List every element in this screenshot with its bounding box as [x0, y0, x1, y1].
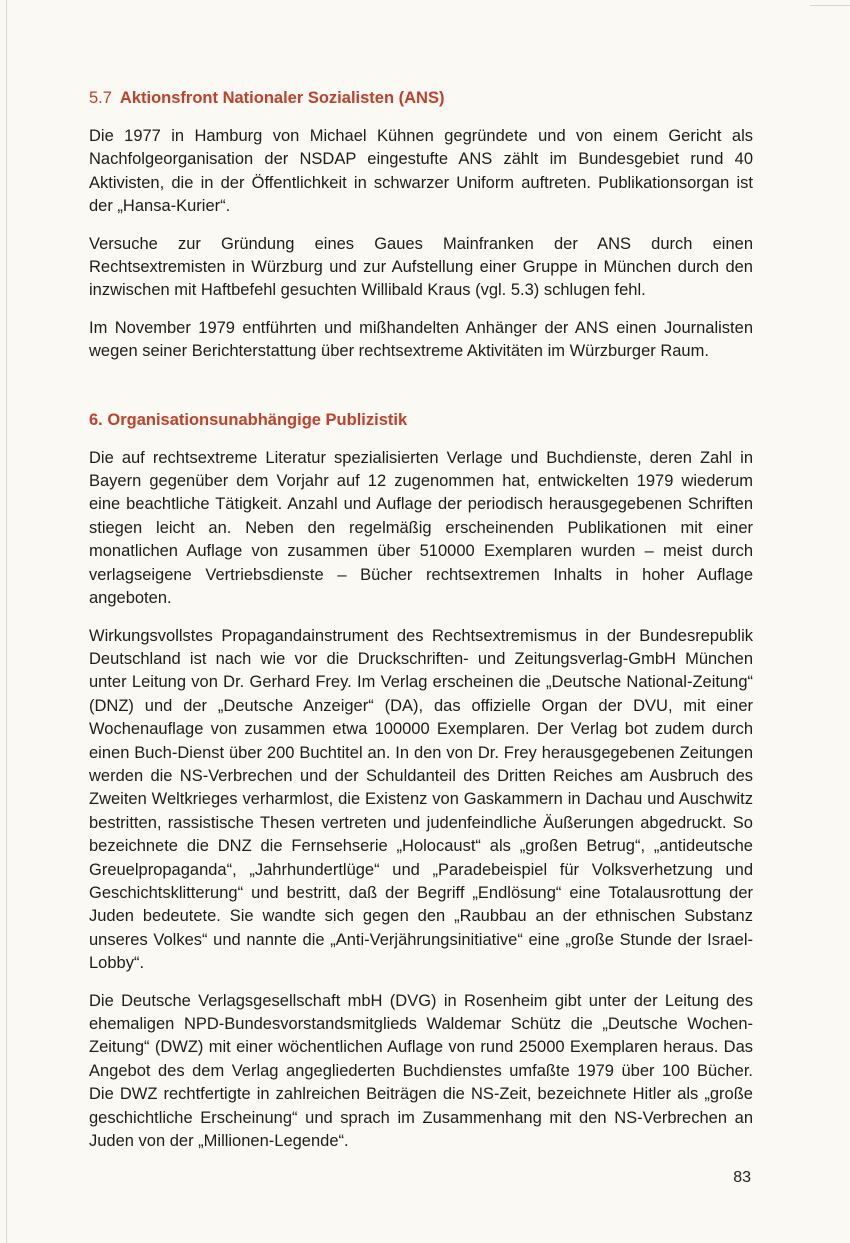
- section-title: Organisationsunabhängige Publizistik: [107, 410, 408, 429]
- paragraph: Wirkungsvollstes Propagandainstrument des Rechtsextremismus in der Bundesrepublik Deutschland ist nach wie vor die Druckschriften- und Zeitungsverlag-GmbH München unter Leitung von Dr. Gerhard Frey. Im Verlag erscheinen die „Deutsche National-Zeitung“ (DNZ) und der „Deutsche Anzeiger“ (DA), das offizielle Organ der DVU, mit einer Wochenauflage von zusammen etwa 100000 Exemplaren. Der Verlag bot zudem durch einen Buch-Dienst über 200 Buchtitel an. In den von Dr. Frey herausgegebenen Zeitungen werden die NS-Verbrechen und der Schuldanteil des Dritten Reiches am Ausbruch des Zweiten Weltkrieges verharmlost, die Existenz von Gaskammern in Dachau und Auschwitz bestritten, rassistische Thesen vertreten und judenfeindliche Äußerungen abgedruckt. So bezeichnete die DNZ die Fernsehserie „Holocaust“ als „großen Betrug“, „antideutsche Greuelpropaganda“, „Jahrhundertlüge“ und „Paradebeispiel für Volksverhetzung und Geschichtsklitterung“ und bestritt, daß der Begriff „Endlösung“ eine Totalausrottung der Juden bedeutete. Sie wandte sich gegen den „Raubbau an der ethnischen Substanz unseres Volkes“ und nannte die „Anti-Verjährungsinitiative“ eine „große Stunde der Israel-Lobby“.: [89, 626, 753, 973]
- paragraph: Die auf rechtsextreme Literatur spezialisierten Verlage und Buchdienste, deren Zahl in Bayern gegenüber dem Vorjahr auf 12 zugenommen hat, entwickelten 1979 wiederum eine beachtliche Tätigkeit. Anzahl und Auflage der periodisch herausgegebenen Schriften stiegen leicht an. Neben den regelmäßig erscheinenden Publikationen mit einer monatlichen Auflage von zusammen über 510000 Exemplaren wurden – meist durch verlagseigene Vertriebsdienste – Bücher rechtsextremen Inhalts in hoher Auflage angeboten.: [89, 448, 753, 608]
- paragraph: Die Deutsche Verlagsgesellschaft mbH (DVG) in Rosenheim gibt unter der Leitung des ehemaligen NPD-Bundesvorstandsmitglieds Waldemar Schütz die „Deutsche Wochen-Zeitung“ (DWZ) mit einer wöchentlichen Auflage von rund 25000 Exemplaren heraus. Das Angebot des dem Verlag angegliederten Buchdienstes umfaßte 1979 über 100 Bücher. Die DWZ rechtfertigte in zahlreichen Beiträgen die NS-Zeit, bezeichnete Hitler als „große geschichtliche Erscheinung“ und sprach im Zusammenhang mit den NS-Verbrechen an Juden von der „Millionen-Legende“.: [89, 991, 753, 1151]
- section-heading-5-7: [89, 86, 753, 110]
- paragraph: Im November 1979 entführten und mißhandelten Anhänger der ANS einen Journalisten wegen seiner Berichterstattung über rechtsextreme Aktivitäten im Würzburger Raum.: [89, 318, 753, 361]
- page-edge: [6, 0, 7, 1243]
- page-edge-top: [810, 5, 850, 6]
- page-content: [89, 86, 753, 1167]
- section-title: Aktionsfront Nationaler Sozialisten (ANS): [119, 89, 445, 107]
- section-heading-6: [89, 408, 753, 432]
- page-number: 83: [733, 1169, 751, 1186]
- paragraph: Die 1977 in Hamburg von Michael Kühnen gegründete und von einem Gericht als Nachfolgeorganisation der NSDAP eingestufte ANS zählt im Bundesgebiet rund 40 Aktivisten, die in der Öffentlichkeit in schwarzer Uniform auftreten. Publikationsorgan ist der „Hansa-Kurier“.: [89, 127, 753, 216]
- section-number: 5.7: [89, 89, 112, 107]
- section-number: 6.: [89, 410, 103, 429]
- paragraph: Versuche zur Gründung eines Gaues Mainfranken der ANS durch einen Rechtsextremisten in Würzburg und zur Aufstellung einer Gruppe in München durch den inzwischen mit Haftbefehl gesuchten Willibald Kraus (vgl. 5.3) schlugen fehl.: [89, 234, 753, 300]
